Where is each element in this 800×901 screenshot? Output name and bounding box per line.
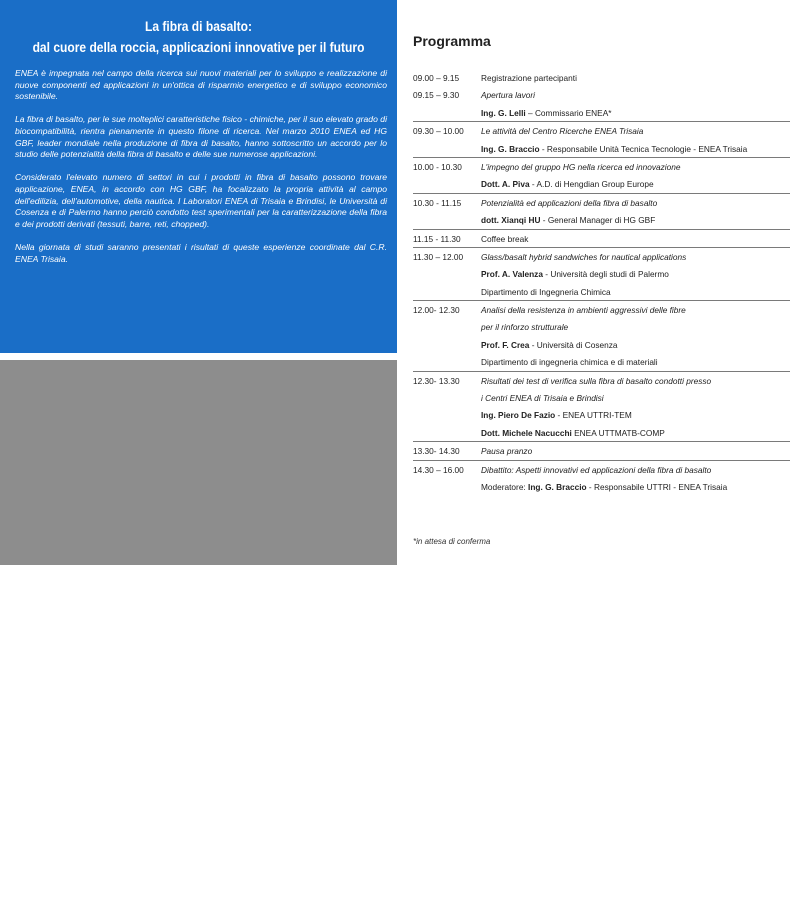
- speaker-name: Prof. A. Valenza: [481, 269, 543, 280]
- session-title: Dipartimento di Ingegneria Chimica: [481, 286, 611, 297]
- schedule-description: [481, 393, 604, 403]
- speaker-affiliation: - Responsabile UTTRI - ENEA Trisaia: [586, 481, 728, 492]
- travel-line: Aeroporto di Bari: [18, 854, 85, 865]
- schedule-description: [481, 252, 686, 262]
- schedule-time: 14.30 – 16.00: [413, 464, 464, 475]
- schedule-description: [481, 179, 654, 189]
- session-title: i Centri ENEA di Trisaia e Brindisi: [481, 393, 604, 404]
- event-title: [28, 16, 369, 58]
- schedule-time: 10.00 - 10.30: [413, 161, 462, 172]
- schedule-row: [413, 353, 790, 371]
- schedule-description: [481, 322, 568, 332]
- schedule-row: [413, 122, 790, 139]
- intro-paragraph: La fibra di basalto, per le sue molteplici caratteristiche fisico - chimiche, per il suo elevato grado di biocompatibilità, rientra pienamente in questo filone di ricerca. Nel marzo 2010 ENEA ed HG GBF, leader mondiale nella produzione di fibra di basalto, hanno sottoscritto un accordo per lo studio delle potenzialità della fibra di basalto e delle sue numerose applicazioni.: [15, 114, 387, 160]
- session-title: L'impegno del gruppo HG nella ricerca ed innovazione: [481, 161, 681, 172]
- session-title: Le attività del Centro Ricerche ENEA Trisaia: [481, 126, 644, 137]
- schedule-row: [413, 318, 790, 335]
- schedule-row: [413, 442, 790, 460]
- schedule-description: [481, 287, 611, 297]
- schedule-time: 11.30 – 12.00: [413, 251, 464, 262]
- session-title: Dibattito: Aspetti innovativi ed applicazioni della fibra di basalto: [481, 464, 712, 475]
- schedule-description: [481, 234, 528, 244]
- schedule-time: 13.30- 14.30: [413, 446, 460, 457]
- travel-subheading-car: Mezzo proprio: [18, 738, 78, 749]
- travel-subheading-plane: Aereo: [18, 842, 43, 853]
- schedule-row: [413, 194, 790, 211]
- schedule-time: 11.15 - 11.30: [413, 233, 461, 244]
- speaker-name: Prof. F. Crea: [481, 339, 530, 350]
- speaker-name: Ing. Piero De Fazio: [481, 410, 556, 421]
- title-line-1: La fibra di basalto:: [144, 18, 253, 34]
- travel-line: lungo la S.S. 653 fino all'imbocco della S.S. 106 Jonica,: [18, 761, 235, 772]
- schedule-row: [413, 283, 790, 301]
- travel-line: la S.S. 106 Jonica, direzione Reggio Calabria: [18, 796, 196, 807]
- schedule-row: [413, 424, 790, 442]
- schedule-row: [413, 265, 790, 282]
- schedule-row: [413, 175, 790, 193]
- travel-subheading-train: Treno: [18, 808, 42, 819]
- schedule-description: [481, 144, 747, 154]
- schedule-row: [413, 389, 790, 406]
- speaker-name: Ing. G. Braccio: [481, 143, 540, 154]
- speaker-name: Dott. A. Piva: [481, 179, 530, 190]
- travel-info-panel: [0, 360, 397, 900]
- schedule: [413, 69, 790, 495]
- travel-heading: Per raggiungere il Centro: [18, 727, 117, 737]
- airport-link[interactable]: www.aeroportidipuglia.it: [18, 866, 111, 877]
- schedule-row: [413, 211, 790, 229]
- schedule-row: [413, 336, 790, 353]
- registration-email-link[interactable]: francesco.catucci@enea.it: [18, 889, 129, 900]
- schedule-time: 09.00 – 9.15: [413, 73, 460, 83]
- schedule-description: [481, 376, 711, 386]
- session-title: Registrazione partecipanti: [481, 73, 577, 83]
- schedule-row: [413, 248, 790, 265]
- schedule-row: [413, 406, 790, 423]
- speaker-name: Dott. Michele Nacucchi: [481, 427, 572, 438]
- speaker-affiliation: ENEA UTTMATB-COMP: [571, 427, 665, 438]
- schedule-description: [481, 162, 680, 172]
- programma-heading: Programma: [413, 33, 491, 49]
- schedule-description: [481, 357, 658, 367]
- schedule-description: [481, 126, 643, 136]
- speaker-name: Ing. G. Braccio: [528, 481, 587, 492]
- schedule-time: 10.30 - 11.15: [413, 197, 462, 208]
- schedule-time: 12.30- 13.30: [413, 375, 460, 386]
- session-title: Risultati dei test di verifica sulla fibra di basalto condotti presso: [481, 375, 712, 386]
- travel-line: Autostrada A3 (Roma-Reggio Calabria) - Uscita Lauria Nord; proseguire: [18, 750, 299, 761]
- speaker-affiliation: - General Manager di HG GBF: [540, 215, 656, 226]
- footnote: *in attesa di conferma: [413, 537, 491, 546]
- session-title: Apertura lavori: [481, 90, 535, 101]
- intro-paragraph: Considerato l'elevato numero di settori in cui i prodotti in fibra di basalto possono trovare applicazione, ENEA, in accordo con HG GBF, ha focalizzato la propria attività al campo dell'edilizia, dell'automotive, della nautica. I Laboratori ENEA di Trisaia e Brindisi, le Università di Cosenza e di Palermo hanno perciò condotto test sperimentali per la caratterizzazione della fibra e dei prodotti derivati (tessuti, barre, reti, chopped).: [15, 172, 387, 229]
- session-title: Potenzialità ed applicazioni della fibra di basalto: [481, 197, 658, 208]
- schedule-description: [481, 73, 577, 83]
- session-title: Analisi della resistenza in ambienti aggressivi delle fibre: [481, 305, 686, 316]
- intro-panel: [0, 0, 397, 353]
- schedule-description: [481, 482, 727, 492]
- schedule-description: [481, 215, 655, 225]
- session-title: Coffee break: [481, 233, 529, 244]
- title-line-2: dal cuore della roccia, applicazioni innovative per il futuro: [32, 39, 365, 55]
- schedule-description: [481, 410, 632, 420]
- schedule-description: [481, 90, 535, 100]
- schedule-row: [413, 461, 790, 478]
- speaker-affiliation: – Commissario ENEA*: [525, 107, 612, 118]
- travel-line: Linea Bari-Taranto-Sibari, Stazione di Policoro o Nova Siri: [18, 819, 244, 830]
- schedule-row: [413, 478, 790, 495]
- schedule-description: [481, 305, 686, 315]
- session-title: per il rinforzo strutturale: [481, 322, 569, 333]
- left-column: [0, 0, 397, 900]
- registration-note: Per partecipare al convegno è necessario registrarsi inviando una e-mail a:: [18, 877, 310, 888]
- speaker-affiliation: - A.D. di Hengdian Group Europe: [529, 179, 654, 190]
- schedule-description: [481, 340, 618, 350]
- session-title: Dipartimento di ingegneria chimica e di materiali: [481, 357, 658, 368]
- schedule-description: [481, 465, 711, 475]
- schedule-description: [481, 446, 532, 456]
- panel-divider: [0, 353, 397, 360]
- schedule-time: 09.30 – 10.00: [413, 126, 464, 137]
- schedule-row: [413, 158, 790, 175]
- schedule-description: [481, 269, 669, 279]
- speaker-name: dott. Xianqi HU: [481, 215, 541, 226]
- intro-paragraph: Nella giornata di studi saranno presentati i risultati di queste esperienze coordinate dal C.R. ENEA Trisaia.: [15, 241, 387, 264]
- schedule-row: [413, 140, 790, 158]
- speaker-name: Ing. G. Lelli: [481, 107, 526, 118]
- schedule-description: [481, 428, 665, 438]
- travel-info: [18, 727, 388, 901]
- speaker-affiliation: - ENEA UTTRI-TEM: [555, 410, 632, 421]
- intro-paragraph: ENEA è impegnata nel campo della ricerca sui nuovi materiali per lo sviluppo e realizzazione di nuove componenti ed applicazioni in un'ottica di risparmio energetico e di sviluppo economico sostenibile.: [15, 68, 387, 102]
- schedule-description: [481, 198, 657, 208]
- schedule-description: [481, 108, 611, 118]
- travel-line: Autostrada A14 (Bologna-Taranto) - Uscita Palagiano; imboccare: [18, 784, 271, 795]
- schedule-row: [413, 104, 790, 122]
- schedule-row: [413, 372, 790, 389]
- schedule-time: 12.00- 12.30: [413, 305, 460, 316]
- session-title: Moderatore:: [481, 481, 529, 492]
- schedule-row: [413, 86, 790, 103]
- schedule-time: 09.15 – 9.30: [413, 90, 460, 101]
- session-title: Pausa pranzo: [481, 446, 533, 457]
- travel-line: direzione Reggio Calabria: [18, 773, 120, 784]
- schedule-row: [413, 69, 790, 86]
- schedule-row: [413, 301, 790, 318]
- intro-text: [15, 68, 387, 277]
- speaker-affiliation: - Università di Cosenza: [529, 339, 618, 350]
- speaker-affiliation: - Responsabile Unità Tecnica Tecnologie - ENEA Trisaia: [539, 143, 748, 154]
- speaker-affiliation: - Università degli studi di Palermo: [542, 269, 669, 280]
- schedule-row: [413, 230, 790, 248]
- train-link[interactable]: www.ferroviedellostato.it: [18, 831, 113, 842]
- session-title: Glass/basalt hybrid sandwiches for nautical applications: [481, 251, 687, 262]
